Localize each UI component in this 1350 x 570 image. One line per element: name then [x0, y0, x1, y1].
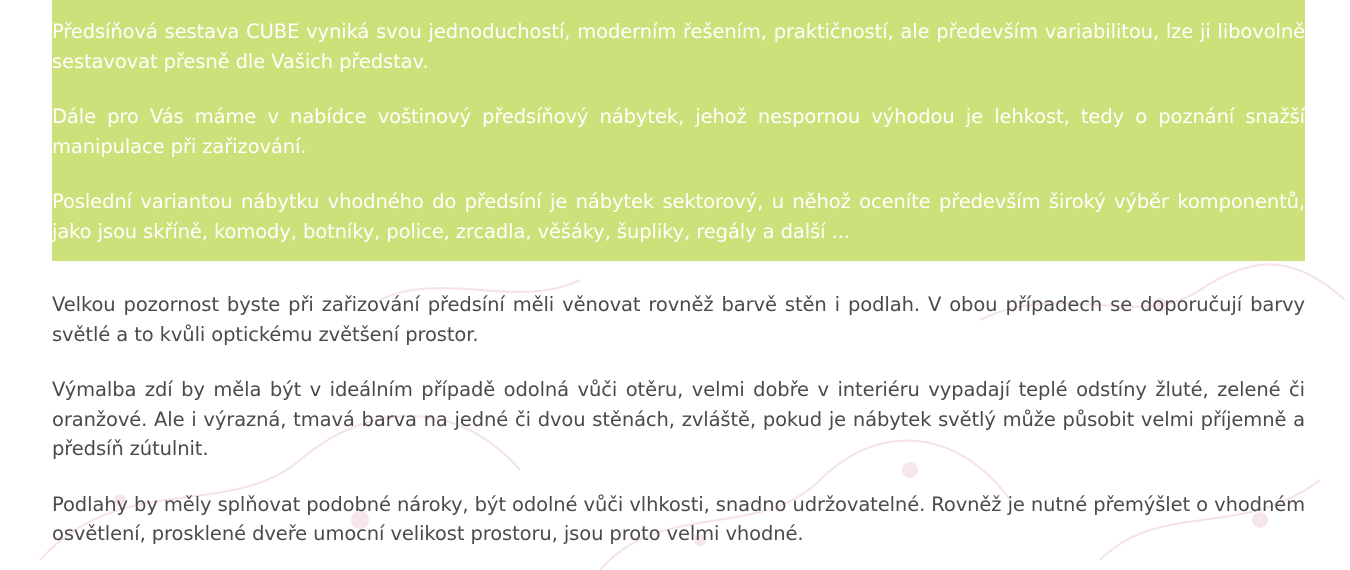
highlight-paragraph: Předsíňová sestava CUBE vyniká svou jednoduchostí, moderním řešením, praktičností, ale především variabilitou, lze ji libovolně sestavovat přesně dle Vašich představ. [52, 20, 1305, 73]
body-paragraph: Velkou pozornost byste při zařizování předsíní měli věnovat rovněž barvě stěn i podlah. V obou případech se doporučují barvy světlé a to kvůli optickému zvětšení prostor. [52, 293, 1305, 346]
body-paragraph: Podlahy by měly splňovat podobné nároky, být odolné vůči vlhkosti, snadno udržovatelné. Rovněž je nutné přemýšlet o vhodném osvětlení, prosklené dveře umocní velikost prostoru, jsou proto velmi vhodné. [52, 492, 1305, 545]
highlight-paragraph: Poslední variantou nábytku vhodného do předsíní je nábytek sektorový, u něhož oceníte především široký výběr komponentů, jako jsou skříně, komody, botníky, police, zrcadla, věšáky, šupliky, regály a další ... [52, 190, 1305, 243]
highlight-paragraph: Dále pro Vás máme v nabídce voštinový předsíňový nábytek, jehož nespornou výhodou je lehkost, tedy o poznání snažší manipulace při zařizování. [52, 105, 1305, 158]
body-paragraph: Výmalba zdí by měla být v ideálním případě odolná vůči otěru, velmi dobře v interiéru vypadají teplé odstíny žluté, zelené či oranžové. Ale i výrazná, tmavá barva na jedné či dvou stěnách, zvláště, pokud je nábytek světlý může působit velmi příjemně a předsíň zútulnit. [52, 378, 1305, 460]
body-text [52, 290, 1305, 549]
highlight-box [52, 0, 1305, 261]
